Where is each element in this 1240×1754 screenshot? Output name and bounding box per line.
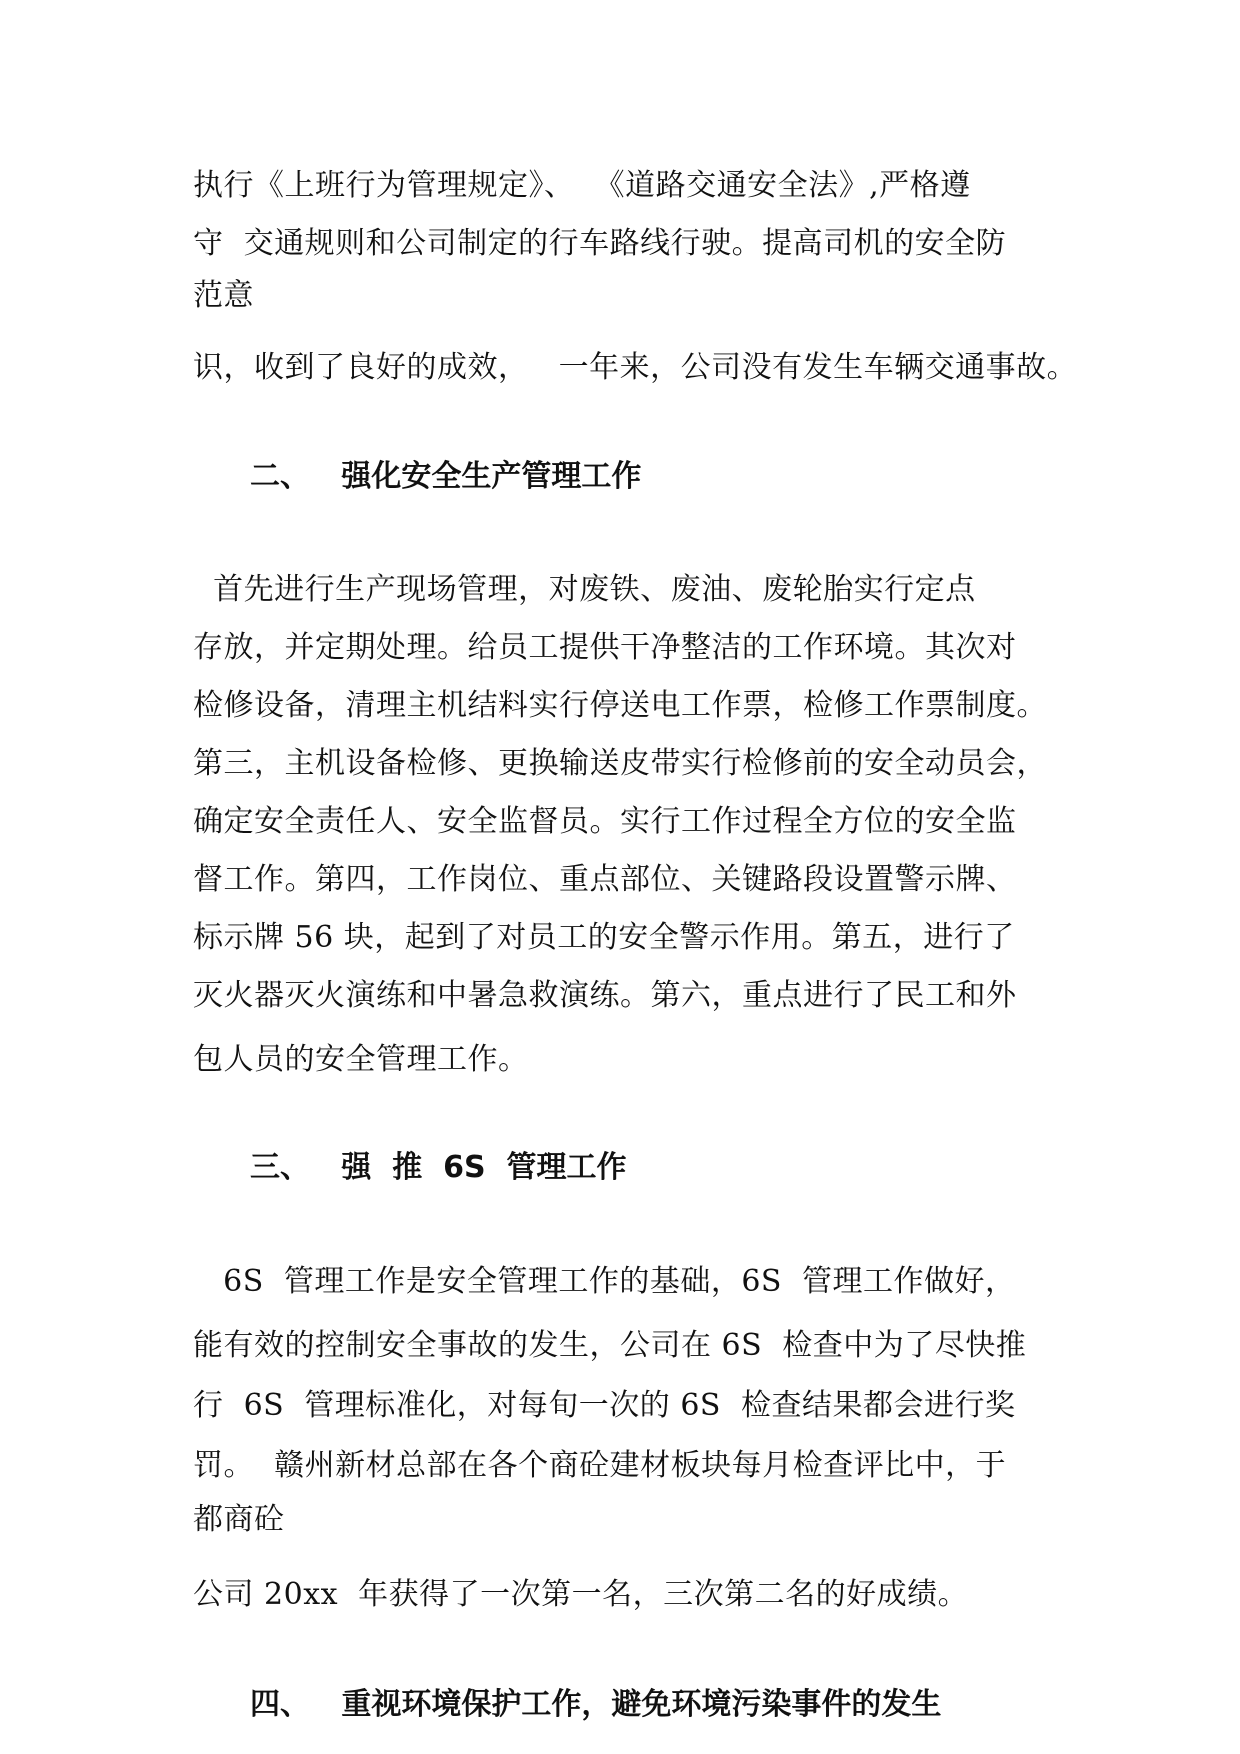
- paragraph-line: 罚。 赣州新材总部在各个商砼建材板块每月检查评比中，于: [193, 1448, 1007, 1483]
- paragraph-line: 检修设备，清理主机结料实行停送电工作票，检修工作票制度。: [193, 688, 1047, 723]
- paragraph-line: 存放，并定期处理。给员工提供干净整洁的工作环境。其次对: [193, 630, 1017, 665]
- paragraph-line: 守 交通规则和公司制定的行车路线行驶。提高司机的安全防: [193, 226, 1007, 261]
- paragraph-line: 行 6S 管理标准化，对每旬一次的 6S 检查结果都会进行奖: [193, 1388, 1016, 1423]
- paragraph-line: 范意: [193, 278, 254, 313]
- paragraph-line: 第三，主机设备检修、更换输送皮带实行检修前的安全动员会，: [193, 746, 1047, 781]
- paragraph-line: 识，收到了良好的成效， 一年来，公司没有发生车辆交通事故。: [193, 350, 1078, 385]
- paragraph-line: 都商砼: [193, 1502, 285, 1537]
- paragraph-line: 包人员的安全管理工作。: [193, 1042, 529, 1077]
- paragraph-line: 能有效的控制安全事故的发生，公司在 6S 检查中为了尽快推: [193, 1328, 1027, 1363]
- section-heading-2: 二、 强化安全生产管理工作: [250, 459, 642, 494]
- paragraph-line: 执行《上班行为管理规定》、 《道路交通安全法》,严格遵: [193, 168, 971, 203]
- paragraph-line: 灭火器灭火演练和中暑急救演练。第六，重点进行了民工和外: [193, 978, 1017, 1013]
- paragraph-line: 公司 20xx 年获得了一次第一名，三次第二名的好成绩。: [193, 1577, 969, 1612]
- paragraph-line: 标示牌 56 块，起到了对员工的安全警示作用。第五，进行了: [193, 920, 1015, 955]
- section-heading-3: 三、 强 推 6S 管理工作: [250, 1150, 627, 1185]
- paragraph-line: 首先进行生产现场管理，对废铁、废油、废轮胎实行定点: [193, 572, 976, 607]
- paragraph-line: 6S 管理工作是安全管理工作的基础，6S 管理工作做好，: [193, 1264, 1016, 1299]
- paragraph-line: 督工作。第四，工作岗位、重点部位、关键路段设置警示牌、: [193, 862, 1017, 897]
- section-heading-4: 四、 重视环境保护工作，避免环境污染事件的发生: [250, 1687, 942, 1722]
- paragraph-line: 确定安全责任人、安全监督员。实行工作过程全方位的安全监: [193, 804, 1017, 839]
